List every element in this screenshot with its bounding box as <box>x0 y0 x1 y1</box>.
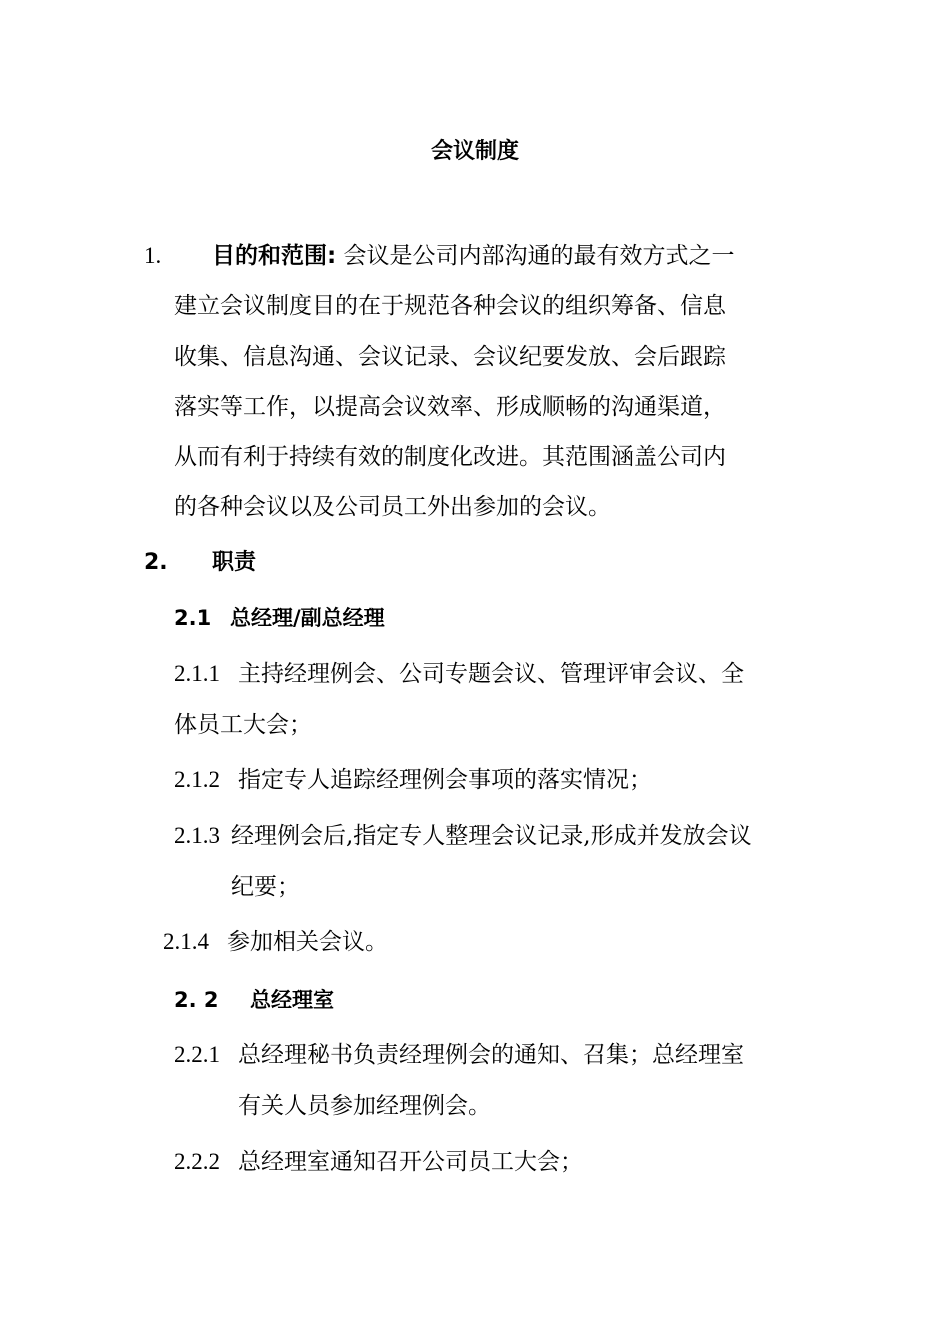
section-heading: 目的和范围: <box>212 243 337 269</box>
item-text: 指定专人追踪经理例会事项的落实情况； <box>238 767 652 793</box>
paragraph-line: 从而有利于持续有效的制度化改进。其范围涵盖公司内 <box>174 444 726 470</box>
subsection-2-2-heading <box>174 982 334 1018</box>
section-2-heading-line <box>144 545 256 581</box>
subsection-number: 2. 2 <box>174 988 219 1012</box>
item-number: 2.1.3 <box>174 823 220 848</box>
list-item-2-1-3 <box>174 818 752 854</box>
section-number: 1. <box>144 243 162 268</box>
item-text-continued: 体员工大会； <box>174 712 312 738</box>
section-heading: 职责 <box>212 550 257 575</box>
item-text: 经理例会后,指定专人整理会议记录,形成并发放会议 <box>231 823 752 849</box>
list-item-2-1-1 <box>174 656 744 692</box>
list-item-2-1-2 <box>174 762 652 798</box>
subsection-heading: 总经理/副总经理 <box>230 606 385 630</box>
paragraph-line: 建立会议制度目的在于规范各种会议的组织筹备、信息 <box>174 293 726 319</box>
item-number: 2.2.1 <box>174 1042 220 1067</box>
paragraph-line: 落实等工作，以提高会议效率、形成顺畅的沟通渠道， <box>174 394 726 420</box>
item-number: 2.2.2 <box>174 1149 220 1174</box>
item-text-continued: 有关人员参加经理例会。 <box>238 1093 491 1119</box>
item-number: 2.1.4 <box>163 929 209 954</box>
item-number: 2.1.1 <box>174 661 220 686</box>
list-item-2-1-4 <box>163 924 388 960</box>
subsection-2-1-heading <box>174 600 385 636</box>
document-title: 会议制度 <box>430 139 519 164</box>
paragraph-line: 收集、信息沟通、会议记录、会议纪要发放、会后跟踪 <box>174 344 726 370</box>
item-text: 总经理室通知召开公司员工大会； <box>238 1149 583 1175</box>
item-text: 总经理秘书负责经理例会的通知、召集；总经理室 <box>238 1042 744 1068</box>
paragraph-line: 的各种会议以及公司员工外出参加的会议。 <box>174 494 611 520</box>
item-text: 主持经理例会、公司专题会议、管理评审会议、全 <box>238 661 744 687</box>
list-item-2-2-1 <box>174 1037 744 1073</box>
subsection-number: 2.1 <box>174 606 212 630</box>
paragraph-line: 会议是公司内部沟通的最有效方式之一 <box>336 243 735 269</box>
item-number: 2.1.2 <box>174 767 220 792</box>
item-text: 参加相关会议。 <box>227 929 388 955</box>
section-1-first-line <box>144 238 735 274</box>
subsection-heading: 总经理室 <box>250 988 334 1012</box>
list-item-2-2-2 <box>174 1144 583 1180</box>
section-number: 2. <box>144 550 168 575</box>
item-text-continued: 纪要； <box>231 874 300 900</box>
